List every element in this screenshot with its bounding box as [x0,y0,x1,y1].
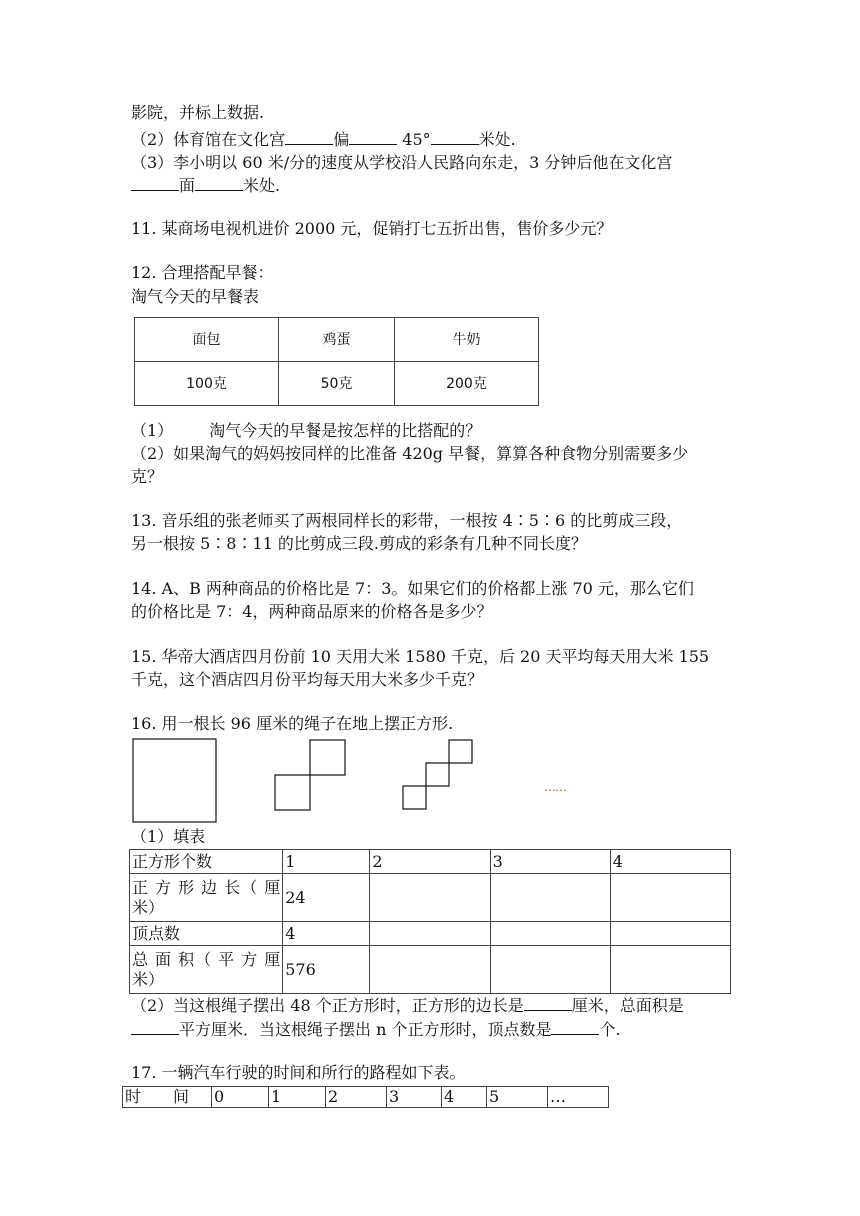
answer-blank[interactable] [285,129,333,145]
breakfast-value: 50克 [279,362,395,406]
row-label-line2: 米） [132,897,165,917]
q12-sub2-line1: （2）如果淘气的妈妈按同样的比准备 420g 早餐，算算各种食物分别需要多少 [131,444,689,463]
row-label: 时 间 [123,1087,212,1108]
answer-blank[interactable] [431,129,479,145]
question-15-line1: 15. 华帝大酒店四月份前 10 天用大米 1580 千克，后 20 天平均每天用大米 155 [131,647,710,666]
table-cell: 1 [283,850,370,874]
answer-cell[interactable] [610,946,730,994]
answer-blank[interactable] [195,175,243,191]
q12-sub2-line2: 克？ [131,467,164,486]
row-label [130,946,283,994]
question-12-title: 12. 合理搭配早餐： [131,263,274,282]
question-17-title: 17. 一辆汽车行驶的时间和所行的路程如下表。 [131,1063,466,1082]
q16-sub2-text-b: 厘米，总面积是 [571,996,684,1015]
table-cell: 2 [370,850,490,874]
answer-cell[interactable] [490,922,610,946]
breakfast-value: 200克 [394,362,538,406]
q12-sub1-number: （1） [131,421,174,440]
table-row [130,850,731,874]
breakfast-header: 面包 [135,318,279,362]
table-cell: … [548,1087,609,1108]
ellipsis-dots: …… [544,780,566,794]
row-label: 正方形个数 [130,850,283,874]
question-14-line2: 的价格比是 7：4，两种商品原来的价格各是多少？ [131,602,493,621]
breakfast-value: 100克 [135,362,279,406]
answer-cell[interactable] [610,922,730,946]
row-label-line2: 米） [132,969,165,989]
table-cell: 5 [487,1087,548,1108]
table-cell: 3 [490,850,610,874]
table-cell: 4 [442,1087,487,1108]
breakfast-table [134,317,539,406]
answer-cell[interactable] [370,874,490,922]
q10-line2-text-b: 偏 [333,130,350,149]
answer-cell[interactable] [610,874,730,922]
table-cell: 2 [326,1087,387,1108]
car-travel-table [122,1086,609,1108]
q16-sub2-text-a: （2）当这根绳子摆出 48 个正方形时，正方形的边长是 [131,996,524,1015]
three-squares [403,740,472,809]
table-row [130,946,731,994]
table-cell: 24 [283,874,370,922]
answer-cell[interactable] [490,874,610,922]
question-13-line1: 13. 音乐组的张老师买了两根同样长的彩带，一根按 4∶5∶6 的比剪成三段， [131,511,683,530]
q10-line4-text-b: 米处. [243,176,281,195]
question-16-title: 16. 用一根长 96 厘米的绳子在地上摆正方形. [131,714,454,733]
question-14-line1: 14. A、B 两种商品的价格比是 7：3。如果它们的价格都上涨 70 元，那么它们 [131,579,694,598]
row-label-line1: 总 面 积（ 平 方 厘 [132,949,281,969]
breakfast-header: 牛奶 [394,318,538,362]
table-cell: 4 [283,922,370,946]
q10-line2-text-c: 45° [397,130,431,149]
q16-sub2-text-c: 平方厘米．当这根绳子摆出 n 个正方形时，顶点数是 [179,1020,552,1039]
q16-sub2-line2 [131,1019,621,1041]
answer-cell[interactable] [490,946,610,994]
q10-line2-text-a: （2）体育馆在文化宫 [131,130,286,149]
q10-line3: （3）李小明以 60 米/分的速度从学校沿人民路向东走，3 分钟后他在文化宫 [131,153,673,172]
row-label-line1: 正 方 形 边 长（ 厘 [132,877,281,897]
q10-line2 [131,129,516,151]
table-cell: 4 [610,850,730,874]
q10-line4 [131,175,280,197]
table-row [123,1087,609,1108]
table-row [130,922,731,946]
answer-cell[interactable] [370,946,490,994]
q12-sub1 [131,420,481,442]
answer-blank[interactable] [131,1019,179,1035]
question-11: 11. 某商场电视机进价 2000 元，促销打七五折出售，售价多少元？ [131,219,613,238]
table-cell: 576 [283,946,370,994]
answer-blank[interactable] [524,995,572,1011]
answer-blank[interactable] [551,1019,599,1035]
q16-sub2-text-d: 个. [599,1020,621,1039]
q10-line4-text-a: 面 [179,176,196,195]
table-cell: 0 [212,1087,269,1108]
breakfast-header: 鸡蛋 [279,318,395,362]
single-square [133,739,216,822]
table-cell: 3 [387,1087,442,1108]
breakfast-table-caption: 淘气今天的早餐表 [131,287,260,306]
question-13-line2: 另一根按 5∶8∶11 的比剪成三段.剪成的彩条有几种不同长度？ [131,534,587,553]
answer-blank[interactable] [349,129,397,145]
answer-blank[interactable] [131,175,179,191]
table-cell: 1 [269,1087,326,1108]
question-15-line2: 千克，这个酒店四月份平均每天用大米多少千克？ [131,670,484,689]
squares-table [129,849,731,994]
squares-figure [130,736,590,826]
q16-sub2-line1 [131,995,684,1017]
row-label [130,874,283,922]
answer-cell[interactable] [370,922,490,946]
q10-line2-text-d: 米处. [478,130,516,149]
two-squares [275,740,345,810]
q16-sub1: （1）填表 [131,827,206,846]
row-label: 顶点数 [130,922,283,946]
q12-sub1-text: 淘气今天的早餐是按怎样的比搭配的？ [209,421,482,440]
q10-line1: 影院，并标上数据. [131,103,265,122]
table-row [130,874,731,922]
